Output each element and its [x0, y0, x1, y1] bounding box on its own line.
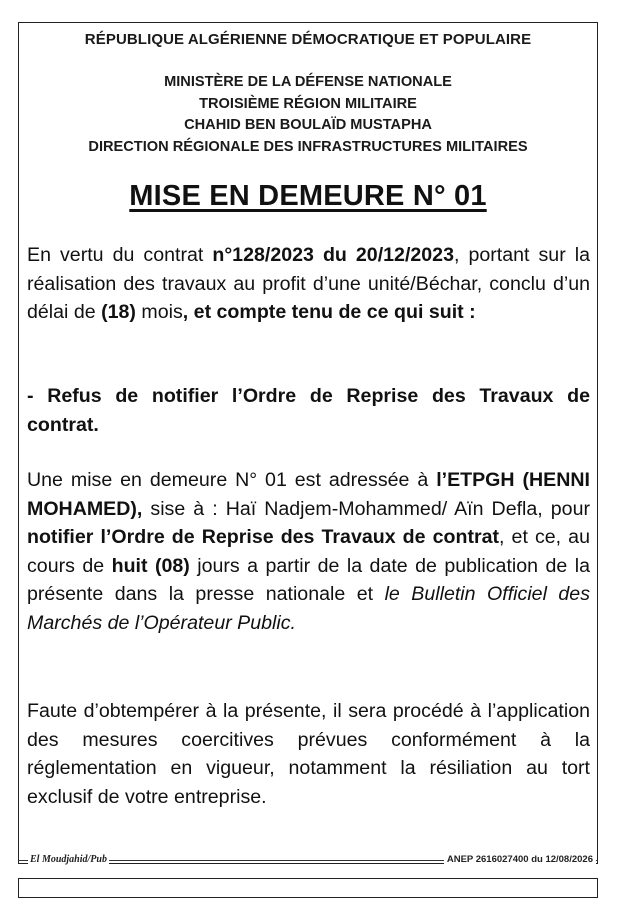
- publication-source: El Moudjahid/Pub: [30, 854, 107, 865]
- company-name: l’ETPGH (HENNI MOHAMED),: [27, 469, 590, 520]
- deadline-value: huit (08): [111, 554, 190, 577]
- bold-span: notifier l’Ordre de Reprise des Travaux de contrat: [27, 526, 500, 548]
- contract-number: n°128/2023 du 20/12/2023: [212, 244, 454, 266]
- paragraph-consequence: [27, 697, 590, 811]
- footer-rule: [18, 860, 28, 861]
- notice-title: MISE EN DEMEURE N° 01: [129, 180, 487, 212]
- ministry-line: MINISTÈRE DE LA DÉFENSE NATIONALE: [164, 74, 452, 90]
- text-span: jours a partir de la date de publication de la présente dans la presse nationale et: [27, 554, 590, 605]
- duration-value: (18): [101, 301, 136, 323]
- paragraph-refusal: [27, 382, 590, 439]
- notice-frame: [18, 22, 598, 864]
- direction-line: DIRECTION RÉGIONALE DES INFRASTRUCTURES MILITAIRES: [88, 138, 528, 155]
- anep-reference: ANEP 2616027400 du 12/08/2026: [444, 854, 596, 865]
- text-span: sise à : Haï Nadjem-Mohammed/ Aïn Defla, pour: [142, 497, 590, 520]
- paragraph-contract: [27, 241, 590, 327]
- text-span: Faute d’obtempérer à la présente, il sera procédé à l’application des mesures coercitives prévues conformément à la réglementation en vigueur, notamment la résiliation au tort exclusif de votre entreprise.: [27, 700, 590, 808]
- chahid-line: CHAHID BEN BOULAÏD MUSTAPHA: [184, 117, 432, 133]
- text-span: Une mise en demeure N° 01 est adressée à: [27, 469, 437, 491]
- notice-footer: [18, 852, 598, 868]
- ministry-heading: [19, 72, 597, 158]
- text-span: En vertu du contrat: [27, 244, 213, 266]
- text-span: , portant sur la réalisation des travaux au profit d’une unité/Béchar, conclu d’un délai de: [27, 244, 591, 323]
- next-notice-frame: [18, 878, 598, 898]
- paragraph-notice: [27, 466, 590, 637]
- refusal-text: - Refus de notifier l’Ordre de Reprise des Travaux de contrat.: [27, 385, 590, 436]
- republic-heading: RÉPUBLIQUE ALGÉRIENNE DÉMOCRATIQUE ET POPULAIRE: [84, 31, 532, 48]
- text-span: , et ce, au cours de: [27, 526, 590, 577]
- bold-span: , et compte tenu de ce qui suit :: [182, 301, 476, 323]
- bulletin-name: le Bulletin Officiel des Marchés de l’Opérateur Public.: [27, 583, 590, 634]
- text-span: mois: [135, 301, 183, 323]
- region-line: TROISIÈME RÉGION MILITAIRE: [199, 95, 417, 112]
